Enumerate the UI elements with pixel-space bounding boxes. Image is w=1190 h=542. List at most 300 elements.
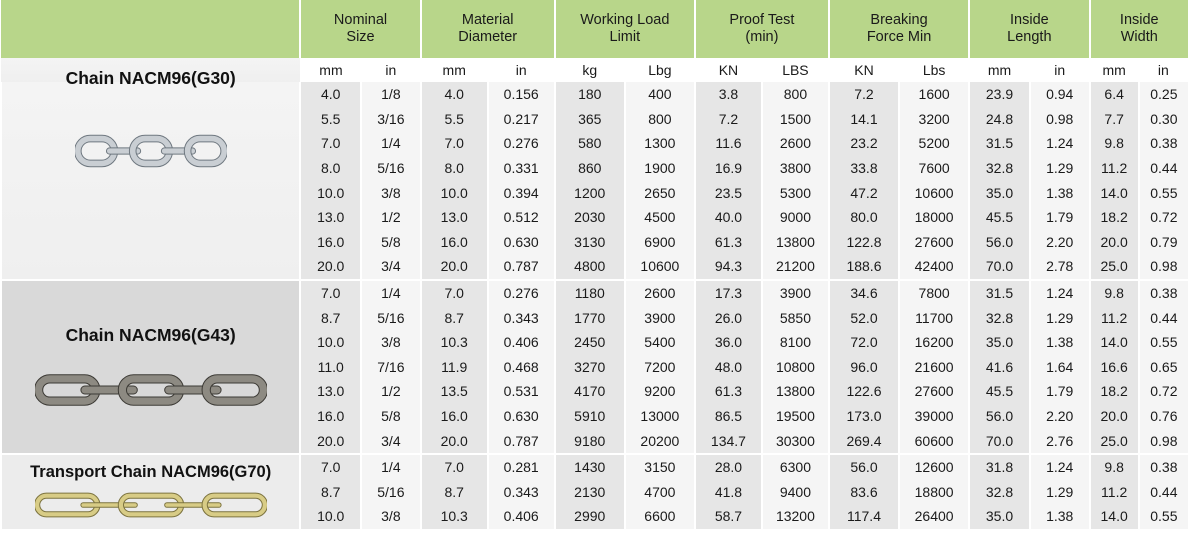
table-cell: 7.0 (421, 131, 488, 156)
table-cell: 4.0 (300, 82, 361, 107)
table-cell: 41.6 (969, 355, 1030, 380)
column-header-line: Working Load (580, 12, 670, 28)
table-cell: 3130 (555, 230, 625, 255)
table-cell: 14.0 (1090, 504, 1139, 529)
table-cell: 9200 (625, 379, 695, 404)
table-cell: 5/16 (361, 156, 421, 181)
table-cell: 31.5 (969, 280, 1030, 306)
table-cell: 10.0 (300, 504, 361, 529)
header-corner (1, 0, 300, 58)
table-cell: 10.3 (421, 330, 488, 355)
table-cell: 11.2 (1090, 156, 1139, 181)
table-cell: 0.787 (488, 428, 555, 454)
table-cell: 3900 (762, 280, 829, 306)
table-cell: 4500 (625, 205, 695, 230)
column-header-line: Nominal (333, 12, 388, 28)
table-cell: 26400 (899, 504, 969, 529)
table-cell: 0.276 (488, 131, 555, 156)
table-cell: 8.7 (300, 305, 361, 330)
table-cell: 8.7 (421, 305, 488, 330)
table-cell: 13.5 (421, 379, 488, 404)
unit-label: in (361, 58, 421, 82)
table-cell: 20.0 (421, 428, 488, 454)
table-cell: 122.6 (829, 379, 899, 404)
table-cell: 10800 (762, 355, 829, 380)
table-cell: 800 (762, 82, 829, 107)
table-cell: 8100 (762, 330, 829, 355)
table-cell: 3/8 (361, 330, 421, 355)
table-cell: 0.406 (488, 504, 555, 529)
chain-image (35, 372, 267, 408)
table-cell: 42400 (899, 254, 969, 280)
column-header-line: Breaking (870, 12, 928, 28)
table-cell: 2600 (762, 131, 829, 156)
table-cell: 16.9 (695, 156, 762, 181)
table-cell: 11.9 (421, 355, 488, 380)
table-cell: 0.72 (1139, 205, 1188, 230)
table-cell: 4.0 (421, 82, 488, 107)
table-cell: 0.343 (488, 305, 555, 330)
column-header-line: Material (461, 12, 514, 28)
unit-label: mm (300, 58, 361, 82)
table-cell: 14.1 (829, 107, 899, 132)
table-cell: 1900 (625, 156, 695, 181)
table-cell: 0.156 (488, 82, 555, 107)
table-cell: 2.20 (1030, 404, 1090, 429)
table-cell: 5/8 (361, 230, 421, 255)
table-cell: 1770 (555, 305, 625, 330)
chain-group-cell (1, 280, 300, 454)
table-cell: 1.64 (1030, 355, 1090, 380)
table-cell: 1.24 (1030, 454, 1090, 480)
table-cell: 23.2 (829, 131, 899, 156)
table-cell: 7600 (899, 156, 969, 181)
column-header (555, 0, 695, 58)
table-cell: 31.8 (969, 454, 1030, 480)
table-cell: 35.0 (969, 504, 1030, 529)
table-cell: 5.5 (421, 107, 488, 132)
table-cell: 0.98 (1139, 428, 1188, 454)
chain-photo (2, 372, 299, 408)
table-cell: 7/16 (361, 355, 421, 380)
table-cell: 3/8 (361, 504, 421, 529)
table-cell: 32.8 (969, 156, 1030, 181)
table-cell: 7.2 (829, 82, 899, 107)
table-cell: 2650 (625, 180, 695, 205)
table-cell: 5850 (762, 305, 829, 330)
table-cell: 16.0 (421, 404, 488, 429)
table-cell: 70.0 (969, 428, 1030, 454)
table-cell: 36.0 (695, 330, 762, 355)
table-cell: 0.276 (488, 280, 555, 306)
table-cell: 13.0 (300, 205, 361, 230)
table-cell: 13.0 (421, 205, 488, 230)
table-cell: 72.0 (829, 330, 899, 355)
table-cell: 0.331 (488, 156, 555, 181)
table-cell: 12600 (899, 454, 969, 480)
table-cell: 0.79 (1139, 230, 1188, 255)
table-cell: 19500 (762, 404, 829, 429)
table-cell: 27600 (899, 230, 969, 255)
table-cell: 5300 (762, 180, 829, 205)
table-cell: 0.44 (1139, 480, 1188, 505)
chain-photo (2, 490, 299, 520)
unit-label: mm (969, 58, 1030, 82)
table-cell: 18800 (899, 480, 969, 505)
table-cell: 1/8 (361, 82, 421, 107)
unit-label: Lbg (625, 58, 695, 82)
table-cell: 580 (555, 131, 625, 156)
table-cell: 13800 (762, 230, 829, 255)
table-cell: 6300 (762, 454, 829, 480)
table-cell: 10600 (899, 180, 969, 205)
chain-group-cell (1, 68, 300, 280)
table-cell: 3/4 (361, 428, 421, 454)
table-cell: 5/8 (361, 404, 421, 429)
table-cell: 0.38 (1139, 131, 1188, 156)
table-cell: 0.76 (1139, 404, 1188, 429)
table-cell: 173.0 (829, 404, 899, 429)
table-cell: 0.65 (1139, 355, 1188, 380)
table-cell: 9.8 (1090, 280, 1139, 306)
table-cell: 2600 (625, 280, 695, 306)
table-cell: 25.0 (1090, 428, 1139, 454)
table-cell: 27600 (899, 379, 969, 404)
column-header-line: Inside (1119, 12, 1159, 28)
table-cell: 188.6 (829, 254, 899, 280)
table-cell: 39000 (899, 404, 969, 429)
chain-group-title: Chain NACM96(G30) (65, 68, 236, 88)
table-cell: 20.0 (1090, 404, 1139, 429)
chain-image (35, 490, 267, 520)
chain-image (75, 131, 227, 171)
table-cell: 134.7 (695, 428, 762, 454)
column-header (829, 0, 969, 58)
table-cell: 4800 (555, 254, 625, 280)
table-cell: 1.38 (1030, 330, 1090, 355)
table-cell: 8.0 (421, 156, 488, 181)
table-cell: 1/4 (361, 454, 421, 480)
table-cell: 80.0 (829, 205, 899, 230)
table-cell: 0.44 (1139, 305, 1188, 330)
table-cell: 56.0 (829, 454, 899, 480)
table-cell: 18.2 (1090, 205, 1139, 230)
table-cell: 13800 (762, 379, 829, 404)
table-cell: 9180 (555, 428, 625, 454)
table-cell: 5.5 (300, 107, 361, 132)
table-row (1, 280, 1188, 306)
table-cell: 7.0 (300, 454, 361, 480)
table-cell: 11.6 (695, 131, 762, 156)
table-cell: 0.38 (1139, 454, 1188, 480)
table-cell: 122.8 (829, 230, 899, 255)
table-cell: 1500 (762, 107, 829, 132)
table-cell: 8.0 (300, 156, 361, 181)
table-cell: 0.512 (488, 205, 555, 230)
table-cell: 2.76 (1030, 428, 1090, 454)
table-cell: 3200 (899, 107, 969, 132)
table-cell: 20.0 (300, 428, 361, 454)
table-cell: 56.0 (969, 404, 1030, 429)
column-header (969, 0, 1089, 58)
table-cell: 16.0 (421, 230, 488, 255)
table-cell: 0.217 (488, 107, 555, 132)
table-cell: 2130 (555, 480, 625, 505)
table-cell: 1.29 (1030, 305, 1090, 330)
table-cell: 0.55 (1139, 504, 1188, 529)
table-cell: 5400 (625, 330, 695, 355)
table-cell: 16.0 (300, 404, 361, 429)
table-cell: 11.2 (1090, 480, 1139, 505)
column-header-line: Limit (609, 29, 641, 45)
table-cell: 1.38 (1030, 504, 1090, 529)
column-header-line: (min) (745, 29, 779, 45)
table-cell: 86.5 (695, 404, 762, 429)
table-cell: 10600 (625, 254, 695, 280)
table-cell: 0.30 (1139, 107, 1188, 132)
table-cell: 52.0 (829, 305, 899, 330)
table-cell: 5/16 (361, 305, 421, 330)
chain-link (164, 503, 220, 508)
table-cell: 6600 (625, 504, 695, 529)
table-cell: 13000 (625, 404, 695, 429)
table-cell: 0.44 (1139, 156, 1188, 181)
table-cell: 0.343 (488, 480, 555, 505)
unit-label: in (1139, 58, 1188, 82)
table-cell: 61.3 (695, 230, 762, 255)
column-header-line: Width (1120, 29, 1158, 45)
table-cell: 41.8 (695, 480, 762, 505)
table-cell: 0.25 (1139, 82, 1188, 107)
table-cell: 7.0 (300, 131, 361, 156)
column-header (695, 0, 829, 58)
table-cell: 3270 (555, 355, 625, 380)
table-cell: 20.0 (300, 254, 361, 280)
table-cell: 7.0 (300, 280, 361, 306)
table-cell: 61.3 (695, 379, 762, 404)
table-cell: 16.6 (1090, 355, 1139, 380)
table-cell: 60600 (899, 428, 969, 454)
table-cell: 26.0 (695, 305, 762, 330)
column-header-line: Size (346, 29, 375, 45)
table-cell: 7.7 (1090, 107, 1139, 132)
table-cell: 3/4 (361, 254, 421, 280)
column-header-line: Proof Test (729, 12, 795, 28)
table-cell: 47.2 (829, 180, 899, 205)
table-cell: 0.394 (488, 180, 555, 205)
table-cell: 8.7 (300, 480, 361, 505)
column-header (300, 0, 420, 58)
table-cell: 6.4 (1090, 82, 1139, 107)
table-cell: 21200 (762, 254, 829, 280)
table-cell: 1/2 (361, 205, 421, 230)
unit-label: in (488, 58, 555, 82)
table-cell: 20.0 (1090, 230, 1139, 255)
table-cell: 35.0 (969, 180, 1030, 205)
table-cell: 0.55 (1139, 180, 1188, 205)
table-cell: 180 (555, 82, 625, 107)
table-cell: 30300 (762, 428, 829, 454)
table-cell: 34.6 (829, 280, 899, 306)
table-cell: 70.0 (969, 254, 1030, 280)
table-row (1, 82, 1188, 107)
table-cell: 96.0 (829, 355, 899, 380)
table-cell: 0.630 (488, 230, 555, 255)
table-cell: 45.5 (969, 205, 1030, 230)
table-cell: 17.3 (695, 280, 762, 306)
table-cell: 32.8 (969, 305, 1030, 330)
table-cell: 0.98 (1139, 254, 1188, 280)
table-cell: 1.38 (1030, 180, 1090, 205)
table-cell: 9.8 (1090, 454, 1139, 480)
table-cell: 35.0 (969, 330, 1030, 355)
unit-label: in (1030, 58, 1090, 82)
table-cell: 94.3 (695, 254, 762, 280)
table-cell: 1300 (625, 131, 695, 156)
table-cell: 58.7 (695, 504, 762, 529)
table-cell: 1600 (899, 82, 969, 107)
table-cell: 16.0 (300, 230, 361, 255)
table-cell: 9.8 (1090, 131, 1139, 156)
table-cell: 2990 (555, 504, 625, 529)
table-cell: 16200 (899, 330, 969, 355)
table-cell: 25.0 (1090, 254, 1139, 280)
table-cell: 20200 (625, 428, 695, 454)
table-cell: 13200 (762, 504, 829, 529)
chain-group-title: Chain NACM96(G43) (65, 325, 236, 346)
table-cell: 10.0 (300, 180, 361, 205)
table-cell: 0.468 (488, 355, 555, 380)
table-cell: 1430 (555, 454, 625, 480)
table-cell: 3800 (762, 156, 829, 181)
chain-link (164, 386, 220, 394)
table-cell: 1180 (555, 280, 625, 306)
table-cell: 13.0 (300, 379, 361, 404)
table-cell: 7.0 (421, 280, 488, 306)
table-cell: 11.0 (300, 355, 361, 380)
table-cell: 21600 (899, 355, 969, 380)
table-cell: 10.3 (421, 504, 488, 529)
table-cell: 5910 (555, 404, 625, 429)
unit-label: kg (555, 58, 625, 82)
table-cell: 33.8 (829, 156, 899, 181)
table-cell: 45.5 (969, 379, 1030, 404)
table-cell: 1.29 (1030, 480, 1090, 505)
table-cell: 0.281 (488, 454, 555, 480)
table-cell: 23.9 (969, 82, 1030, 107)
table-cell: 1200 (555, 180, 625, 205)
table-cell: 14.0 (1090, 180, 1139, 205)
table-cell: 20.0 (421, 254, 488, 280)
table-cell: 7.0 (421, 454, 488, 480)
column-header (421, 0, 555, 58)
table-cell: 0.72 (1139, 379, 1188, 404)
table-cell: 0.94 (1030, 82, 1090, 107)
table-cell: 1/4 (361, 131, 421, 156)
table-cell: 18000 (899, 205, 969, 230)
table-cell: 56.0 (969, 230, 1030, 255)
table-cell: 0.531 (488, 379, 555, 404)
unit-label: KN (695, 58, 762, 82)
column-header-line: Force Min (866, 29, 932, 45)
table-cell: 7800 (899, 280, 969, 306)
table-cell: 6900 (625, 230, 695, 255)
table-cell: 4170 (555, 379, 625, 404)
table-cell: 7200 (625, 355, 695, 380)
table-cell: 0.98 (1030, 107, 1090, 132)
column-header-line: Diameter (458, 29, 518, 45)
table-cell: 0.406 (488, 330, 555, 355)
table-cell: 3/16 (361, 107, 421, 132)
table-cell: 0.630 (488, 404, 555, 429)
table-cell: 48.0 (695, 355, 762, 380)
table-cell: 117.4 (829, 504, 899, 529)
table-cell: 5/16 (361, 480, 421, 505)
table-cell: 2450 (555, 330, 625, 355)
table-cell: 0.38 (1139, 280, 1188, 306)
table-cell: 1.24 (1030, 280, 1090, 306)
table-cell: 23.5 (695, 180, 762, 205)
table-cell: 9000 (762, 205, 829, 230)
table-cell: 10.0 (300, 330, 361, 355)
table-cell: 2.78 (1030, 254, 1090, 280)
table-cell: 1.29 (1030, 156, 1090, 181)
table-cell: 11700 (899, 305, 969, 330)
table-cell: 24.8 (969, 107, 1030, 132)
chain-link (81, 386, 137, 394)
table-cell: 7.2 (695, 107, 762, 132)
column-header (1090, 0, 1188, 58)
table-cell: 2.20 (1030, 230, 1090, 255)
table-cell: 3/8 (361, 180, 421, 205)
table-cell: 4700 (625, 480, 695, 505)
table-cell: 9400 (762, 480, 829, 505)
chain-group-title: Transport Chain NACM96(G70) (30, 463, 272, 482)
table-cell: 18.2 (1090, 379, 1139, 404)
table-cell: 269.4 (829, 428, 899, 454)
table-cell: 0.55 (1139, 330, 1188, 355)
unit-label: LBS (762, 58, 829, 82)
unit-label: mm (1090, 58, 1139, 82)
table-cell: 1/4 (361, 280, 421, 306)
unit-label: mm (421, 58, 488, 82)
table-cell: 83.6 (829, 480, 899, 505)
table-cell: 3.8 (695, 82, 762, 107)
table-cell: 11.2 (1090, 305, 1139, 330)
table-cell: 8.7 (421, 480, 488, 505)
table-cell: 2030 (555, 205, 625, 230)
table-cell: 800 (625, 107, 695, 132)
table-cell: 32.8 (969, 480, 1030, 505)
table-cell: 3900 (625, 305, 695, 330)
table-row (1, 454, 1188, 480)
table-cell: 1/2 (361, 379, 421, 404)
table-cell: 860 (555, 156, 625, 181)
table-cell: 5200 (899, 131, 969, 156)
table-cell: 1.79 (1030, 205, 1090, 230)
table-cell: 1.24 (1030, 131, 1090, 156)
table-cell: 400 (625, 82, 695, 107)
chain-link (81, 503, 137, 508)
unit-label: KN (829, 58, 899, 82)
table-cell: 14.0 (1090, 330, 1139, 355)
table-cell: 10.0 (421, 180, 488, 205)
chain-group-cell (1, 454, 300, 529)
table-cell: 0.787 (488, 254, 555, 280)
table-cell: 3150 (625, 454, 695, 480)
table-cell: 31.5 (969, 131, 1030, 156)
table-cell: 1.79 (1030, 379, 1090, 404)
